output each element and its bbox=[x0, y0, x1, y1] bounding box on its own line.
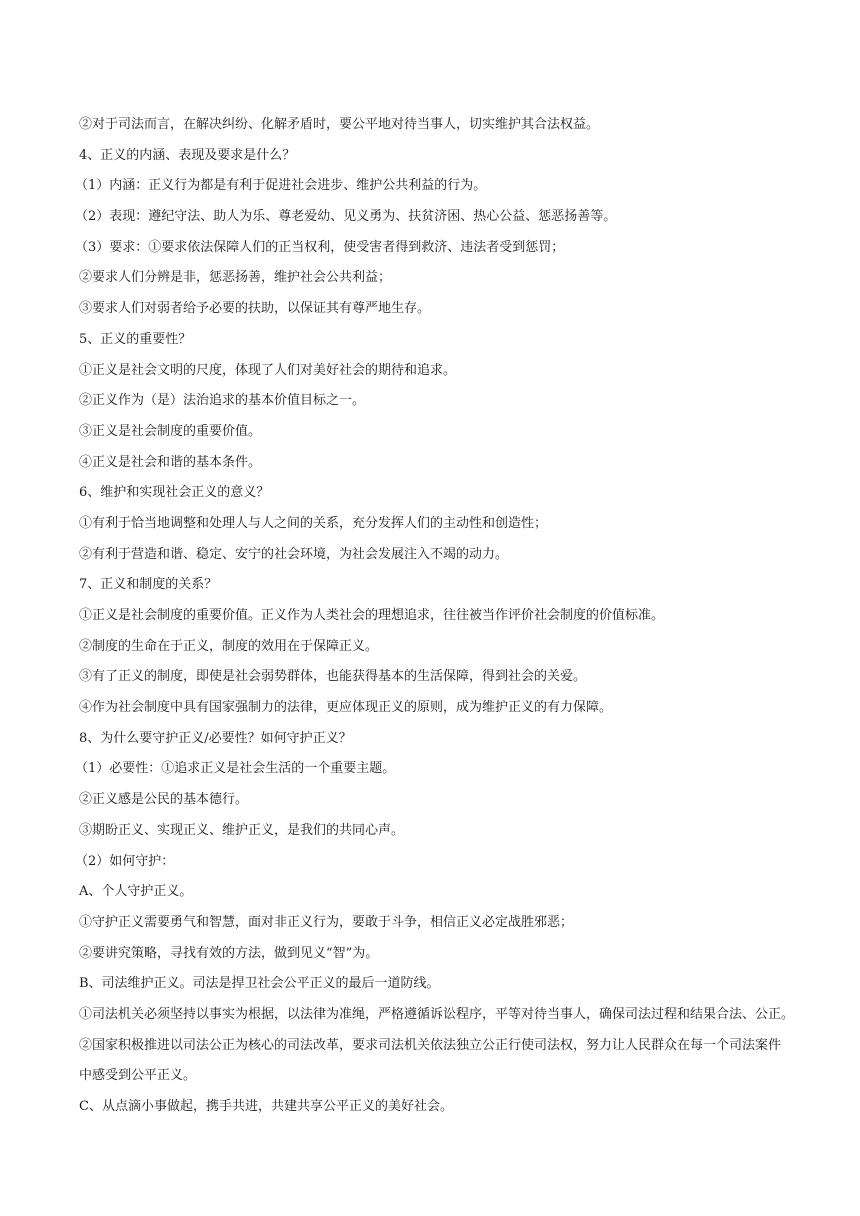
text-line: 中感受到公平正义。 bbox=[79, 1068, 197, 1084]
text-line: （1）内涵：正义行为都是有利于促进社会进步、维护公共利益的行为。 bbox=[75, 178, 487, 194]
text-line: ②有利于营造和谐、稳定、安宁的社会环境，为社会发展注入不竭的动力。 bbox=[79, 546, 509, 562]
text-line: ③有了正义的制度，即使是社会弱势群体，也能获得基本的生活保障，得到社会的关爱。 bbox=[79, 669, 587, 685]
text-line: ③期盼正义、实现正义、维护正义，是我们的共同心声。 bbox=[79, 822, 405, 838]
text-line: ②对于司法而言，在解决纠纷、化解矛盾时，要公平地对待当事人，切实维护其合法权益。 bbox=[79, 117, 600, 132]
section-heading: 6、维护和实现社会正义的意义？ bbox=[79, 485, 270, 501]
text-line: ①正义是社会文明的尺度，体现了人们对美好社会的期待和追求。 bbox=[79, 362, 457, 378]
text-line: ①正义是社会制度的重要价值。正义作为人类社会的理想追求，往往被当作评价社会制度的价值标准。 bbox=[79, 608, 665, 623]
text-line: ③正义是社会制度的重要价值。 bbox=[79, 423, 262, 439]
text-line: ②国家积极推进以司法公正为核心的司法改革，要求司法机关依法独立公正行使司法权，努力让人民群众在每一个司法案件 bbox=[79, 1037, 782, 1053]
text-line: A、个人守护正义。 bbox=[79, 884, 193, 900]
text-line: ②要求人们分辨是非，惩恶扬善，维护社会公共利益； bbox=[79, 270, 392, 286]
text-line: （2）表现：遵纪守法、助人为乐、尊老爱幼、见义勇为、扶贫济困、热心公益、惩恶扬善等。 bbox=[75, 209, 617, 225]
text-line: ④正义是社会和谐的基本条件。 bbox=[79, 454, 262, 470]
section-heading: 4、正义的内涵、表现及要求是什么？ bbox=[79, 147, 296, 163]
text-line: （3）要求：①要求依法保障人们的正当权利，使受害者得到救济、违法者受到惩罚； bbox=[75, 239, 565, 255]
section-heading: 7、正义和制度的关系？ bbox=[79, 577, 218, 593]
text-line: （1）必要性：①追求正义是社会生活的一个重要主题。 bbox=[75, 761, 396, 777]
section-heading: 8、为什么要守护正义/必要性？如何守护正义？ bbox=[79, 730, 352, 746]
section-heading: 5、正义的重要性？ bbox=[79, 331, 192, 347]
text-line: ②制度的生命在于正义，制度的效用在于保障正义。 bbox=[79, 638, 379, 654]
document-body bbox=[75, 110, 799, 1123]
text-line: ②正义感是公民的基本德行。 bbox=[79, 792, 249, 808]
text-line: ①守护正义需要勇气和智慧，面对非正义行为，要敢于斗争，相信正义必定战胜邪恶； bbox=[79, 914, 574, 930]
text-line: ①司法机关必须坚持以事实为根据，以法律为准绳，严格遵循诉讼程序，平等对待当事人，确保司法过程和结果合法、公正。 bbox=[79, 1006, 795, 1022]
text-line: （2）如何守护： bbox=[75, 853, 175, 869]
text-line: ④作为社会制度中具有国家强制力的法律，更应体现正义的原则，成为维护正义的有力保障。 bbox=[79, 700, 613, 716]
text-line: ①有利于恰当地调整和处理人与人之间的关系，充分发挥人们的主动性和创造性； bbox=[79, 515, 548, 531]
text-line: ②要讲究策略，寻找有效的方法，做到见义“智”为。 bbox=[79, 945, 379, 961]
text-line: C、从点滴小事做起，携手共进，共建共享公平正义的美好社会。 bbox=[79, 1099, 453, 1114]
text-line: B、司法维护正义。司法是捍卫社会公平正义的最后一道防线。 bbox=[79, 976, 440, 992]
text-line: ③要求人们对弱者给予必要的扶助，以保证其有尊严地生存。 bbox=[79, 301, 431, 317]
text-line: ②正义作为（是）法治追求的基本价值目标之一。 bbox=[79, 393, 366, 409]
